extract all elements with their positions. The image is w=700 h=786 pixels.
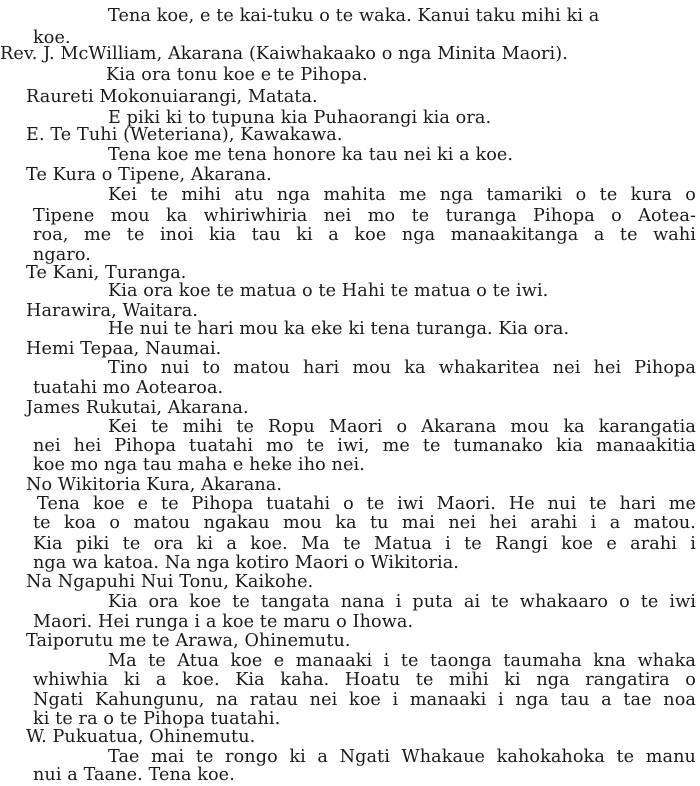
text-line: Kia ora tonu koe e te Pihopa. (106, 65, 368, 85)
heading-line: James Rukutai, Akarana. (26, 398, 249, 418)
text-line: Tino nui to matou hari mou ka whakaritea nei hei Pihopa (108, 358, 696, 378)
text-line: Kia ora koe te tangata nana i puta ai te whakaaro o te iwi (108, 592, 696, 612)
text-line: E piki ki to tupuna kia Puhaorangi kia ora. (108, 108, 492, 128)
text-line: Tena koe, e te kai-tuku o te waka. Kanui taku mihi ki a (108, 6, 600, 26)
heading-line: Te Kani, Turanga. (26, 263, 187, 283)
text-line: te koa o matou ngakau mou ka tu mai nei hei arahi i a matou. (33, 513, 696, 533)
text-line: Kia ora koe te matua o te Hahi te matua o te iwi. (108, 281, 549, 301)
text-line: whiwhia ki a koe. Kia kaha. Hoatu te mihi ki nga rangatira o (33, 670, 696, 690)
heading-line: Te Kura o Tipene, Akarana. (26, 165, 272, 185)
text-line: tuatahi mo Aotearoa. (33, 378, 224, 398)
text-line: nei hei Pihopa tuatahi mo te iwi, me te tumanako kia manaakitia (33, 436, 696, 456)
heading-line: Raureti Mokonuiarangi, Matata. (26, 87, 318, 107)
text-line: He nui te hari mou ka eke ki tena turanga. Kia ora. (108, 319, 570, 339)
text-line: Tipene mou ka whiriwhiria nei mo te turanga Pihopa o Aotea- (33, 206, 696, 226)
text-line: Ma te Atua koe e manaaki i te taonga taumaha kna whaka (108, 651, 696, 671)
heading-line: Hemi Tepaa, Naumai. (26, 339, 222, 359)
heading-line: Na Ngapuhi Nui Tonu, Kaikohe. (26, 572, 314, 592)
heading-line: Rev. J. McWilliam, Akarana (Kaiwhakaako o nga Minita Maori). (0, 44, 568, 64)
text-line: ngaro. (33, 245, 91, 265)
text-line: nui a Taane. Tena koe. (33, 765, 235, 785)
text-line: Kei te mihi te Ropu Maori o Akarana mou ka karangatia (108, 417, 696, 437)
text-line: roa, me te inoi kia tau ki a koe nga manaakitanga a te wahi (33, 225, 696, 245)
heading-line: W. Pukuatua, Ohinemutu. (26, 727, 256, 747)
text-line: Kia piki te ora ki a koe. Ma te Matua i te Rangi koe e arahi i (33, 534, 696, 554)
heading-line: Harawira, Waitara. (26, 301, 199, 321)
text-line: Tena koe e te Pihopa tuatahi o te iwi Maori. He nui te hari me (37, 494, 696, 514)
heading-line: E. Te Tuhi (Weteriana), Kawakawa. (26, 125, 343, 145)
text-line: nga wa katoa. Na nga kotiro Maori o Wikitoria. (33, 553, 459, 573)
text-line: koe mo nga tau maha e heke iho nei. (33, 455, 365, 475)
text-line: koe. (33, 28, 71, 48)
text-line: Tae mai te rongo ki a Ngati Whakaue kahokahoka te manu (108, 747, 696, 767)
text-line: Ngati Kahungunu, na ratau nei koe i manaaki i nga tau a tae noa (33, 690, 696, 710)
text-line: ki te ra o te Pihopa tuatahi. (33, 709, 281, 729)
heading-line: No Wikitoria Kura, Akarana. (26, 475, 283, 495)
text-line: Kei te mihi atu nga mahita me nga tamariki o te kura o (108, 185, 696, 205)
text-line: Maori. Hei runga i a koe te maru o Ihowa. (33, 612, 414, 632)
text-line: Tena koe me tena honore ka tau nei ki a koe. (108, 145, 514, 165)
heading-line: Taiporutu me te Arawa, Ohinemutu. (26, 631, 351, 651)
